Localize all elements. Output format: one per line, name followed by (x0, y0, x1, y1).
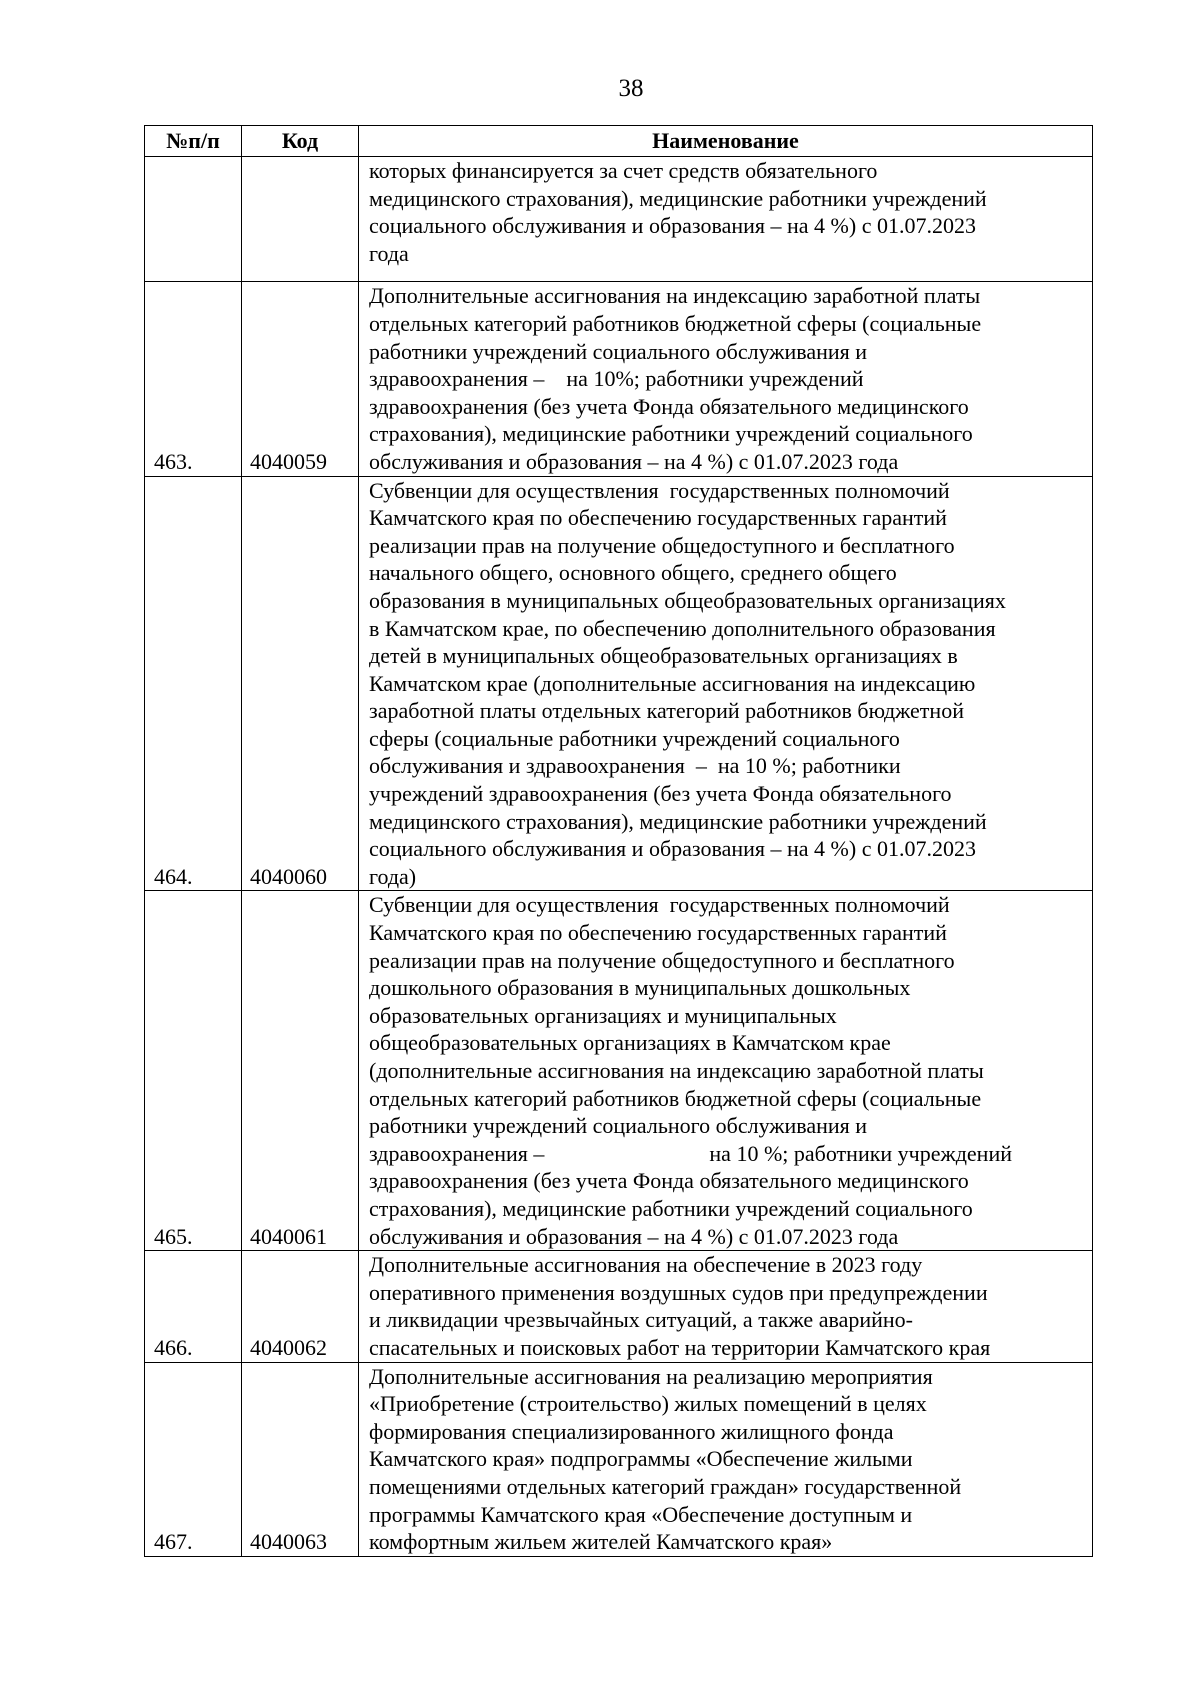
row-name-line: обслуживания и образования – на 4 %) с 01.07.2023 года (369, 1223, 899, 1249)
row-name-line: Дополнительные ассигнования на обеспечение в 2023 году (369, 1252, 923, 1278)
row-name-line: программы Камчатского края «Обеспечение доступным и (369, 1501, 913, 1527)
row-name-line: года (369, 240, 409, 266)
row-number: 466. (145, 1251, 242, 1362)
row-name-line: помещениями отдельных категорий граждан» государственной (369, 1473, 962, 1499)
header-num: №п/п (145, 126, 242, 157)
row-number (145, 157, 242, 282)
row-name-line: отдельных категорий работников бюджетной сферы (социальные (369, 310, 982, 336)
row-name-line: обслуживания и здравоохранения – на 10 %; работники (369, 753, 901, 779)
table-row (145, 282, 1093, 476)
row-number: 463. (145, 282, 242, 476)
row-name-line: здравоохранения (без учета Фонда обязательного медицинского (369, 1168, 969, 1194)
row-name-line: (дополнительные ассигнования на индексацию заработной платы (369, 1058, 984, 1083)
row-name-line: Камчатского края» подпрограммы «Обеспечение жилыми (369, 1446, 913, 1472)
row-name-line: «Приобретение (строительство) жилых помещений в целях (369, 1391, 927, 1417)
row-name (359, 476, 1093, 891)
row-name (359, 282, 1093, 476)
row-name-line: реализации прав на получение общедоступного и бесплатного (369, 947, 955, 973)
row-name-line: отдельных категорий работников бюджетной сферы (социальные (369, 1085, 982, 1111)
row-name-line: начального общего, основного общего, среднего общего (369, 560, 897, 586)
row-name-line: и ликвидации чрезвычайных ситуаций, а также аварийно- (369, 1307, 913, 1333)
header-code: Код (242, 126, 359, 157)
row-name-line: дошкольного образования в муниципальных дошкольных (369, 975, 911, 1001)
row-name-line: реализации прав на получение общедоступного и бесплатного (369, 532, 955, 558)
row-name-line: детей в муниципальных общеобразовательных организациях в (369, 643, 958, 669)
page-number: 38 (618, 75, 644, 102)
row-code (242, 157, 359, 282)
table-row (145, 1362, 1093, 1556)
header-name: Наименование (359, 126, 1093, 157)
row-name (359, 1362, 1093, 1556)
row-name-line: года) (369, 863, 417, 889)
table-body (145, 157, 1093, 1557)
row-name-line: работники учреждений социального обслуживания и (369, 338, 868, 364)
row-name-line: Камчатского края по обеспечению государственных гарантий (369, 505, 947, 531)
row-name-line: работники учреждений социального обслуживания и (369, 1113, 868, 1139)
row-code: 4040059 (242, 282, 359, 476)
row-name-line: Камчатском крае (дополнительные ассигнования на индексацию (369, 670, 976, 696)
row-name-line: формирования специализированного жилищного фонда (369, 1418, 894, 1444)
row-code: 4040061 (242, 891, 359, 1251)
row-name-line: страхования), медицинские работники учреждений социального (369, 421, 973, 447)
row-name-line: сферы (социальные работники учреждений социального (369, 725, 900, 751)
row-number: 464. (145, 476, 242, 891)
row-name-line: здравоохранения – на 10%; работники учреждений (369, 366, 864, 392)
row-name-line: комфортным жильем жителей Камчатского края» (369, 1529, 833, 1555)
table-row (145, 1251, 1093, 1362)
row-name-line: обслуживания и образования – на 4 %) с 01.07.2023 года (369, 448, 899, 474)
row-name-line: медицинского страхования), медицинские работники учреждений (369, 185, 987, 211)
row-name-line: образовательных организациях и муниципальных (369, 1002, 837, 1028)
row-name-line: Субвенции для осуществления государственных полномочий (369, 892, 950, 918)
row-name-line: образования в муниципальных общеобразовательных организациях (369, 587, 1006, 613)
table-header-row (145, 126, 1093, 157)
row-name-line: Дополнительные ассигнования на индексацию заработной платы (369, 283, 981, 309)
row-name-line: страхования), медицинские работники учреждений социального (369, 1195, 973, 1221)
row-name-line: Дополнительные ассигнования на реализацию мероприятия (369, 1363, 933, 1389)
row-code: 4040062 (242, 1251, 359, 1362)
row-name (359, 1251, 1093, 1362)
row-name (359, 891, 1093, 1251)
row-name-line: Камчатского края по обеспечению государственных гарантий (369, 920, 947, 946)
row-name-line: заработной платы отдельных категорий работников бюджетной (369, 698, 964, 724)
row-name-line: социального обслуживания и образования – на 4 %) с 01.07.2023 (369, 836, 976, 862)
table-row (145, 157, 1093, 282)
row-name-line: в Камчатском крае, по обеспечению дополнительного образования (369, 615, 996, 641)
row-name-line: медицинского страхования), медицинские работники учреждений (369, 808, 987, 834)
budget-codes-table (144, 125, 1093, 1557)
row-name (359, 157, 1093, 282)
row-code: 4040060 (242, 476, 359, 891)
row-number: 467. (145, 1362, 242, 1556)
row-number: 465. (145, 891, 242, 1251)
row-name-line: оперативного применения воздушных судов при предупреждении (369, 1279, 988, 1305)
row-name-line: спасательных и поисковых работ на территории Камчатского края (369, 1334, 991, 1360)
row-name-line: которых финансируется за счет средств обязательного (369, 158, 878, 183)
row-name-line: общеобразовательных организациях в Камчатском крае (369, 1030, 891, 1056)
table-row (145, 476, 1093, 891)
row-name-line: здравоохранения – на 10 %; работники учреждений (369, 1140, 1012, 1166)
row-code: 4040063 (242, 1362, 359, 1556)
table-row (145, 891, 1093, 1251)
row-name-line: учреждений здравоохранения (без учета Фонда обязательного (369, 781, 952, 807)
row-name-line: здравоохранения (без учета Фонда обязательного медицинского (369, 393, 969, 419)
row-name-line: Субвенции для осуществления государственных полномочий (369, 477, 950, 503)
row-name-line: социального обслуживания и образования – на 4 %) с 01.07.2023 (369, 213, 976, 239)
